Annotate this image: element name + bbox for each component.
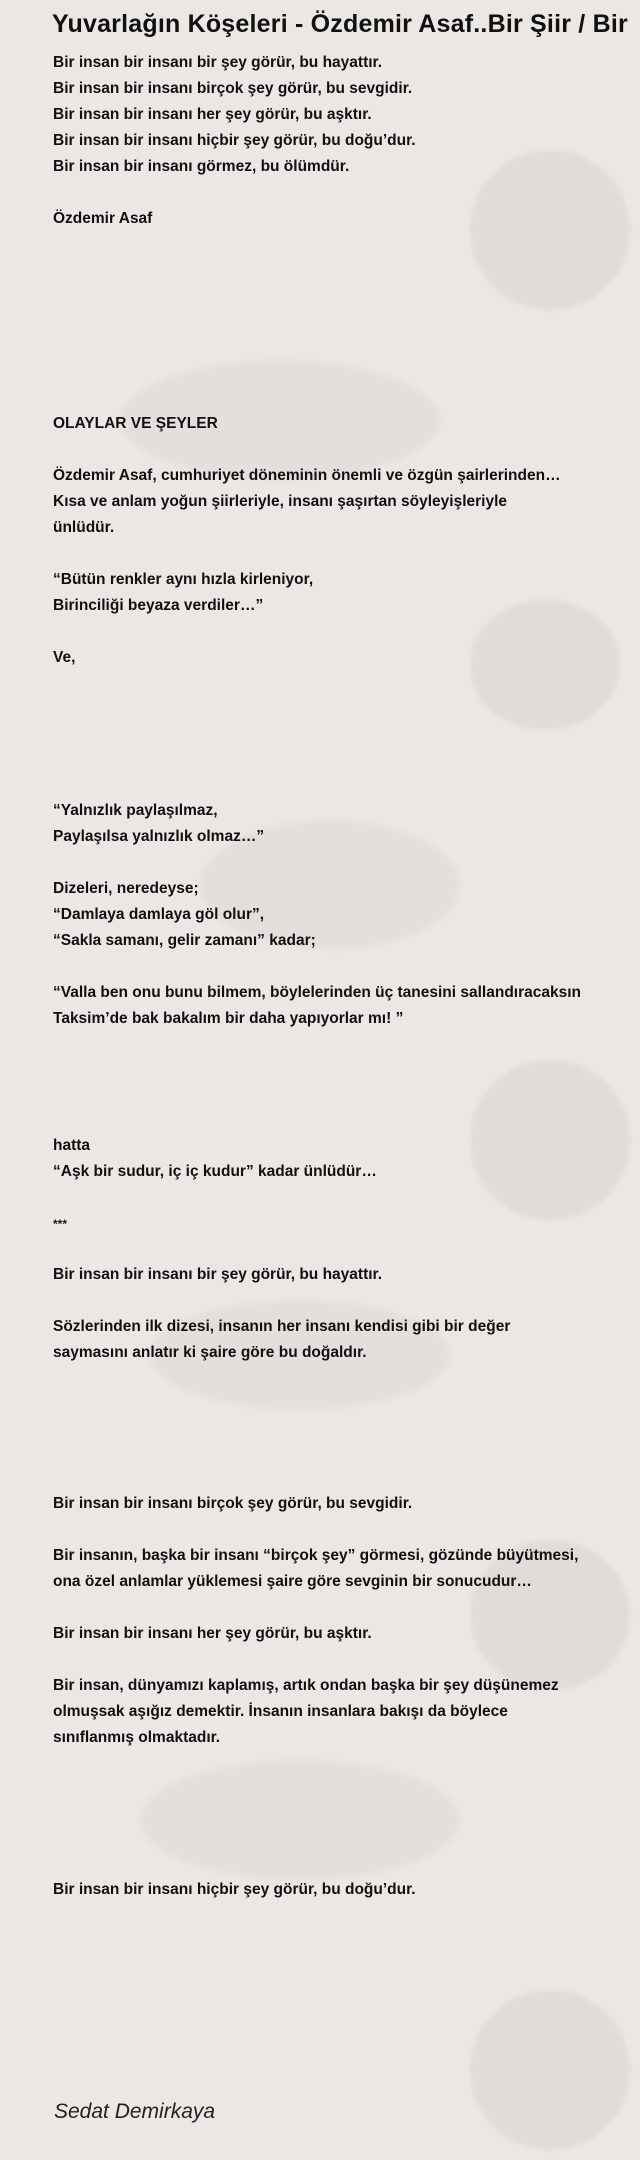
- text-line: ona özel anlamlar yüklemesi şaire göre sevginin bir sonucudur…: [53, 1573, 532, 1590]
- text-line: Bir insan, dünyamızı kaplamış, artık ondan başka bir şey düşünemez: [53, 1677, 559, 1694]
- text-line: “Sakla samanı, gelir zamanı” kadar;: [53, 932, 316, 949]
- section-heading: OLAYLAR VE ŞEYLER: [53, 415, 218, 432]
- text-line: Dizeleri, neredeyse;: [53, 880, 199, 897]
- text-line: Paylaşılsa yalnızlık olmaz…”: [53, 828, 265, 845]
- ink-blot: [140, 1760, 460, 1880]
- text-line: saymasını anlatır ki şaire göre bu doğaldır.: [53, 1344, 367, 1361]
- text-line: “Aşk bir sudur, iç iç kudur” kadar ünlüdür…: [53, 1163, 377, 1180]
- text-line: “Yalnızlık paylaşılmaz,: [53, 802, 218, 819]
- ink-blot: [470, 600, 620, 730]
- ink-blot: [470, 1990, 630, 2150]
- section-separator: ***: [53, 1217, 68, 1231]
- text-line: Birinciliği beyaza verdiler…”: [53, 597, 264, 614]
- text-line: Taksim’de bak bakalım bir daha yapıyorlar mı! ”: [53, 1010, 404, 1027]
- text-line: “Bütün renkler aynı hızla kirleniyor,: [53, 571, 314, 588]
- text-line: Bir insan bir insanı hiçbir şey görür, bu doğu’dur.: [53, 1881, 416, 1898]
- text-line: Kısa ve anlam yoğun şiirleriyle, insanı şaşırtan söyleyişleriyle: [53, 493, 508, 510]
- text-line: Bir insan bir insanı her şey görür, bu aşktır.: [53, 106, 372, 123]
- author-name: Özdemir Asaf: [53, 210, 153, 227]
- text-line: Bir insan bir insanı her şey görür, bu aşktır.: [53, 1625, 372, 1642]
- text-line: “Valla ben onu bunu bilmem, böylelerinden üç tanesini sallandıracaksın: [53, 984, 581, 1001]
- text-line: hatta: [53, 1137, 91, 1154]
- ink-blot: [470, 150, 630, 310]
- text-line: Sözlerinden ilk dizesi, insanın her insanı kendisi gibi bir değer: [53, 1318, 511, 1335]
- text-line: Bir insan bir insanı hiçbir şey görür, bu doğu’dur.: [53, 132, 416, 149]
- text-line: sınıflanmış olmaktadır.: [53, 1729, 221, 1746]
- text-line: olmuşsak aşığız demektir. İnsanın insanlara bakışı da böylece: [53, 1703, 508, 1720]
- text-line: Bir insan bir insanı görmez, bu ölümdür.: [53, 158, 350, 175]
- page-title: Yuvarlağın Köşeleri - Özdemir Asaf..Bir Şiir / Bir: [52, 10, 628, 38]
- text-line: Bir insan bir insanı birçok şey görür, bu sevgidir.: [53, 1495, 413, 1512]
- text-line: Bir insan bir insanı birçok şey görür, bu sevgidir.: [53, 80, 413, 97]
- text-line: ünlüdür.: [53, 519, 115, 536]
- text-line: Bir insanın, başka bir insanı “birçok şey” görmesi, gözünde büyütmesi,: [53, 1547, 579, 1564]
- ink-blot: [470, 1060, 630, 1220]
- text-line: Özdemir Asaf, cumhuriyet döneminin önemli ve özgün şairlerinden…: [53, 467, 561, 484]
- text-line: Bir insan bir insanı bir şey görür, bu hayattır.: [53, 54, 383, 71]
- text-line: “Damlaya damlaya göl olur”,: [53, 906, 265, 923]
- text-line: Bir insan bir insanı bir şey görür, bu hayattır.: [53, 1266, 383, 1283]
- text-line: Ve,: [53, 649, 76, 666]
- signature: Sedat Demirkaya: [54, 2100, 216, 2123]
